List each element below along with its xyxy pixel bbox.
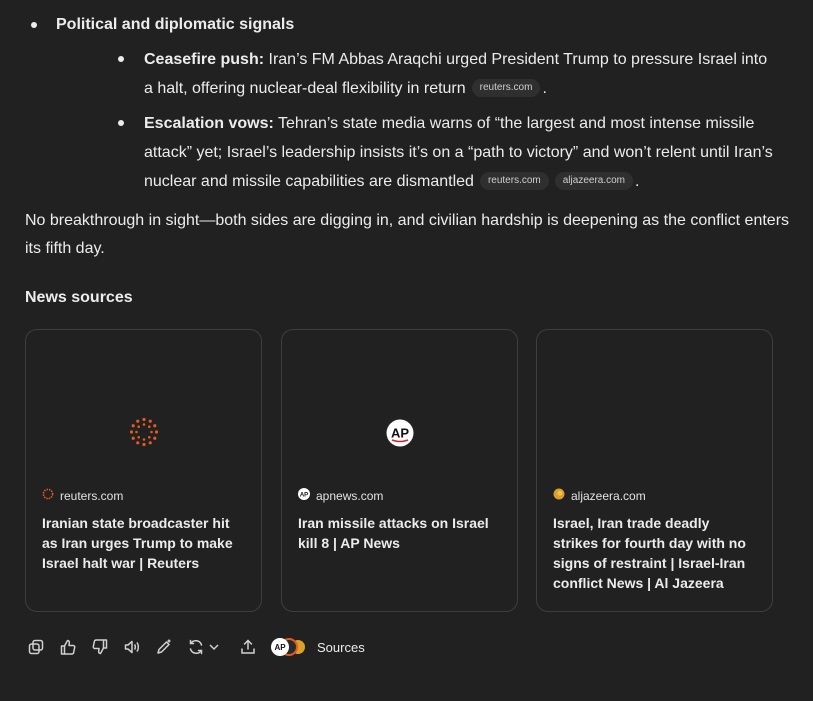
item-label: Ceasefire push: [144,51,265,68]
card-site [553,488,646,503]
item-text: Iran’s FM Abbas Araqchi urged President Trump to pressure Israel into a halt, offering nuclear-deal flexibility in return [144,51,768,97]
source-avatars [271,638,315,656]
copy-icon[interactable] [25,636,47,658]
news-card-reuters[interactable] [25,329,262,612]
edit-icon[interactable] [153,636,175,658]
section-heading: Political and diplomatic signals [56,16,295,33]
item-text: Tehran’s state media warns of “the largest and most intense missile attack” yet; Israel’s leadership insists it’s on a “path to victory” and won’t relent until Iran’s nuclear and missile capabilities are dismantled [144,115,773,190]
list-item [56,45,813,103]
card-title: Iranian state broadcaster hit as Iran urges Trump to make Israel halt war | Reuters [42,515,233,571]
conclusion-text: No breakthrough in sight—both sides are digging in, and civilian hardship is deepening as the conflict enters its fifth day. [25,212,790,257]
card-site [42,488,123,503]
card-title: Israel, Iran trade deadly strikes for fourth day with no signs of restraint | Israel-Iran conflict News | Al Jazeera [553,515,746,591]
list-item [0,11,813,196]
svg-text:AP: AP [299,492,309,499]
item-label: Escalation vows: [144,115,274,132]
message-toolbar [25,636,365,658]
sources-label: Sources [317,639,365,655]
chevron-down-icon[interactable] [207,636,221,658]
sources-button[interactable] [271,638,365,656]
regenerate-icon[interactable] [185,636,207,658]
list-item [56,109,813,196]
ap-icon [298,488,310,503]
item-trail: . [542,80,547,97]
sub-list [56,45,813,196]
thumbs-down-icon[interactable] [89,636,111,658]
read-aloud-icon[interactable] [121,636,143,658]
card-site-label: apnews.com [316,488,384,503]
svg-text:AP: AP [390,425,409,441]
card-title: Iran missile attacks on Israel kill 8 | AP News [298,515,489,551]
aljazeera-icon [553,488,565,503]
reuters-icon [129,417,159,452]
ap-logo [386,419,414,452]
card-site-label: aljazeera.com [571,488,646,503]
news-sources-heading: News sources [25,289,133,306]
card-site-label: reuters.com [60,488,124,503]
thumbs-up-icon[interactable] [57,636,79,658]
ap-icon: AP [271,638,289,656]
share-icon[interactable] [237,636,259,658]
citation-pill[interactable]: reuters.com [472,79,541,97]
news-card-ap[interactable] [281,329,518,612]
citation-pill[interactable]: aljazeera.com [555,172,633,190]
news-card-aljazeera[interactable] [536,329,773,612]
item-trail: . [635,173,640,190]
card-site [298,488,383,503]
summary-list [0,11,813,202]
reuters-icon [42,488,54,503]
citation-pill[interactable]: reuters.com [480,172,549,190]
